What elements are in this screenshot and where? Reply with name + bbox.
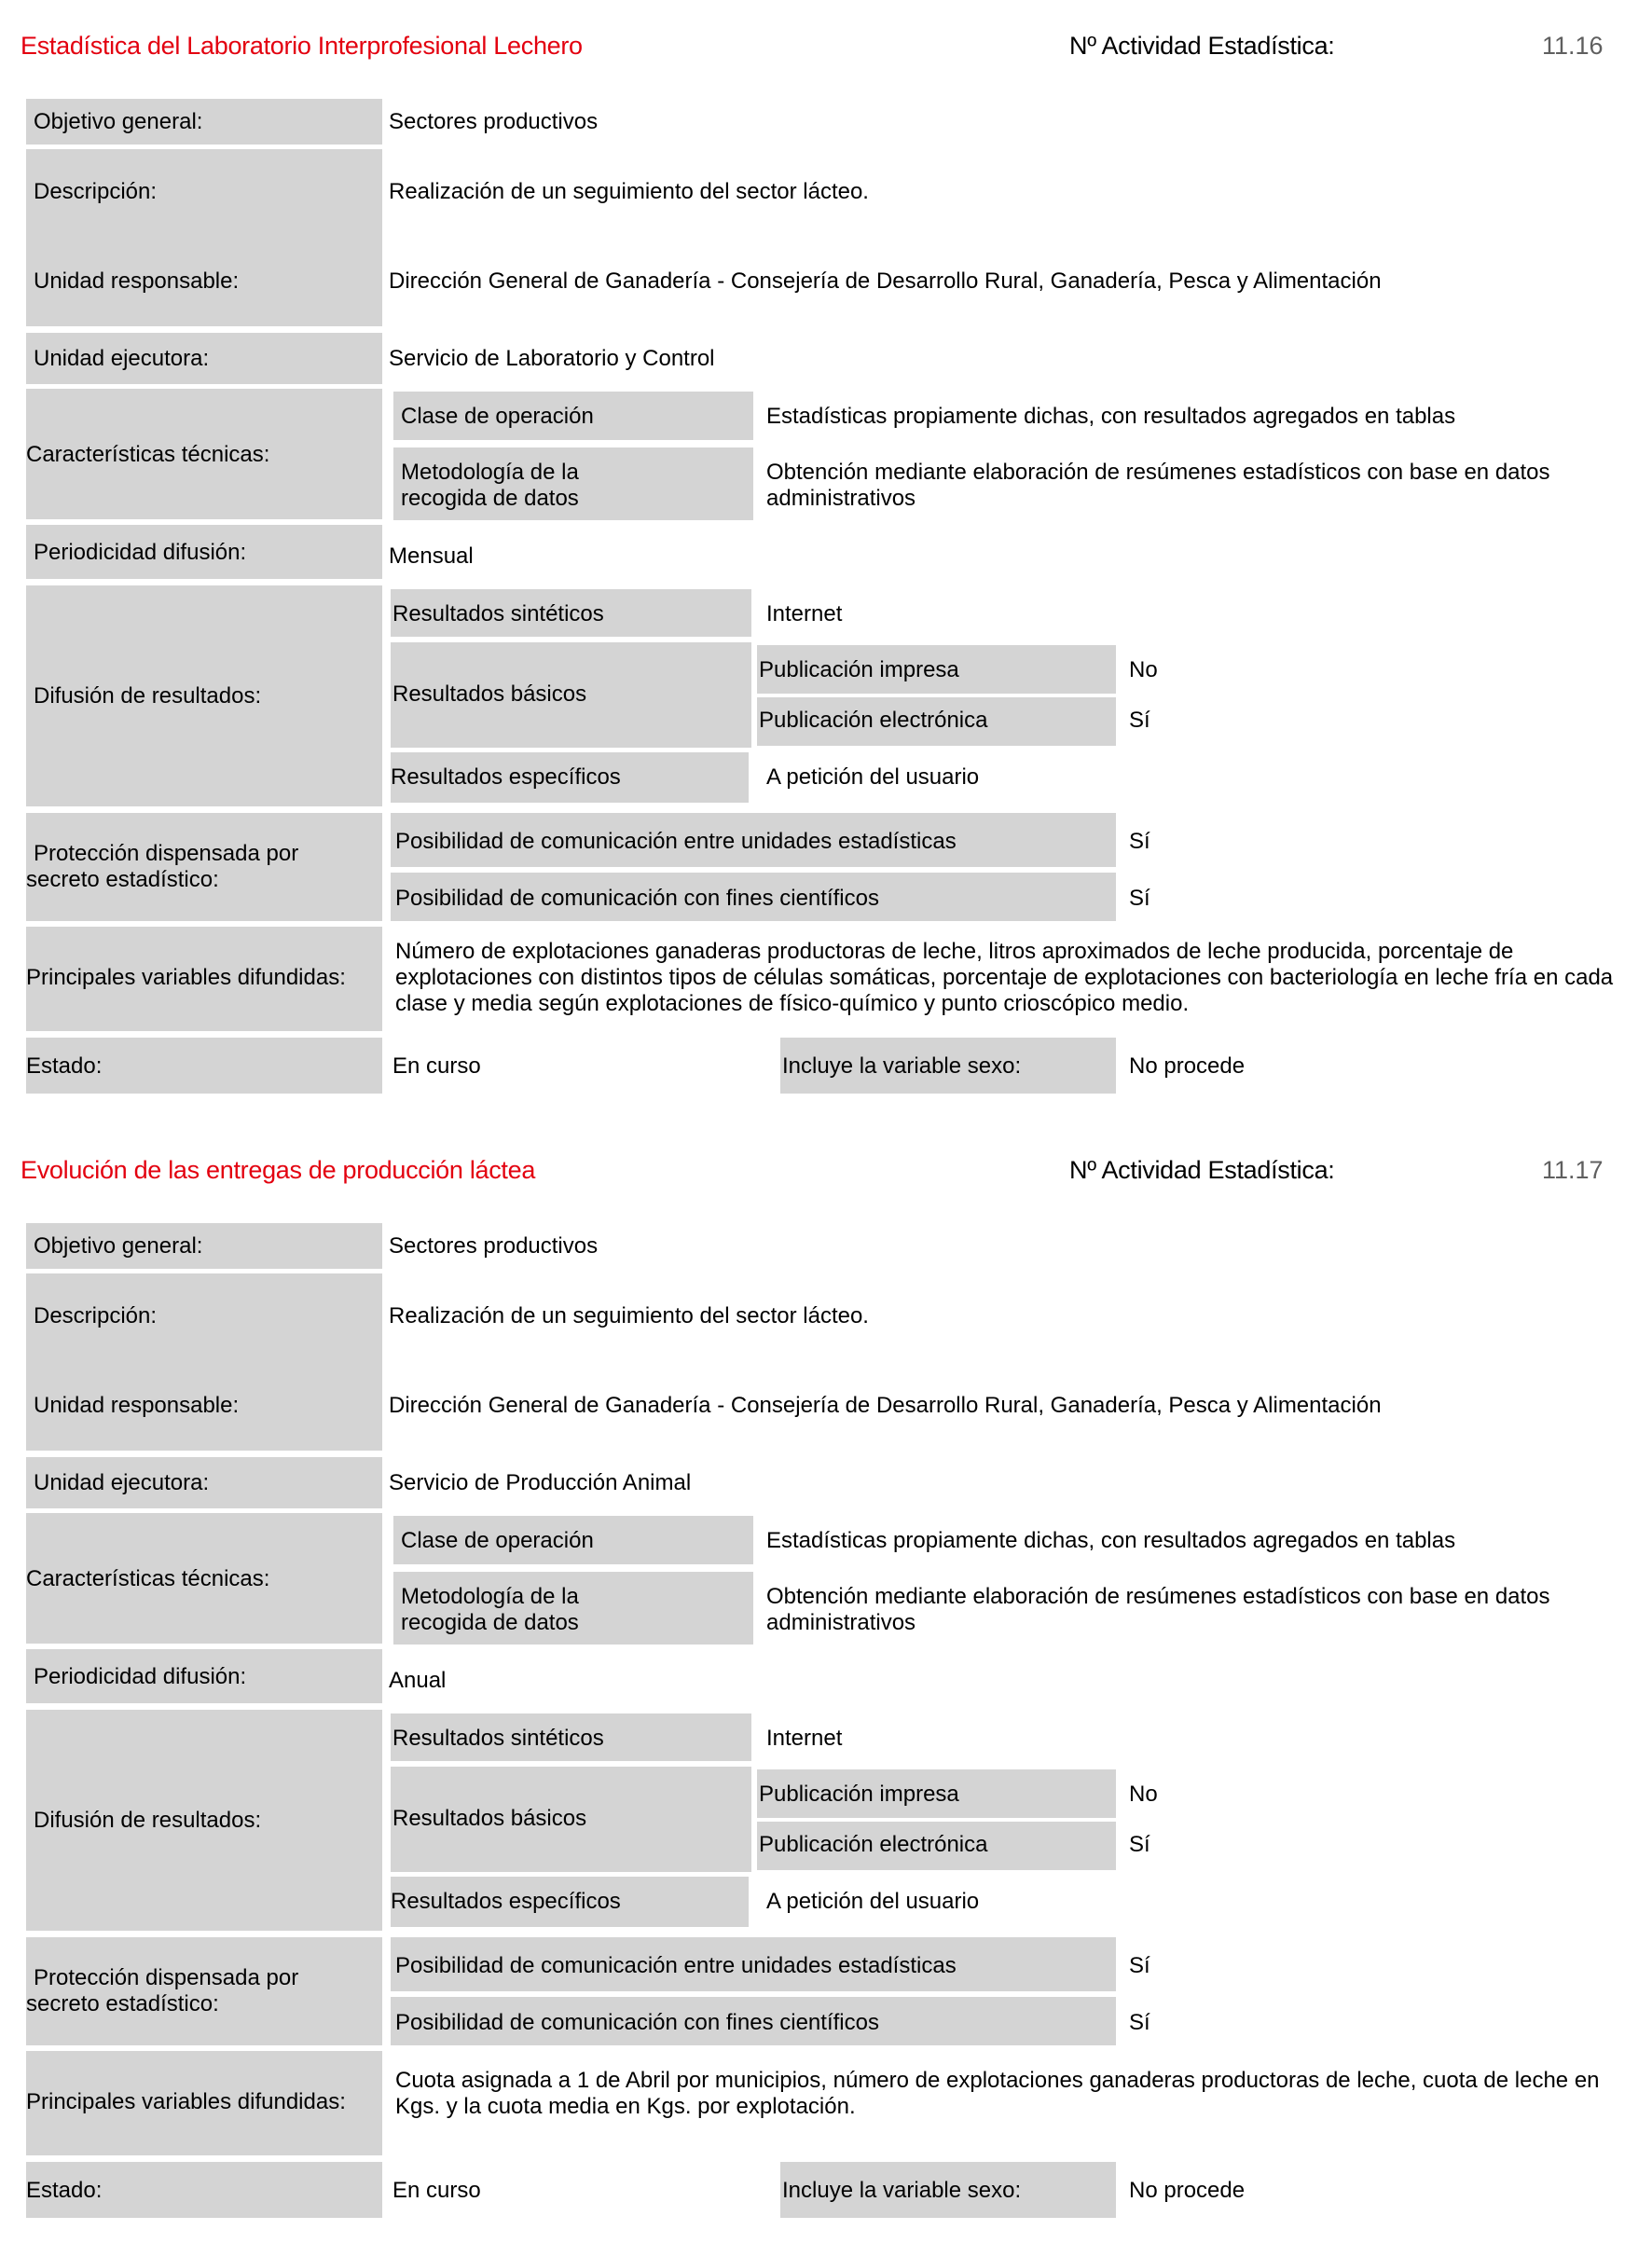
variable-sexo-label: Incluye la variable sexo: [782, 1053, 1022, 1079]
descripcion-label-cell [26, 1273, 382, 1451]
resultados-especificos-label: Resultados específicos [391, 1889, 621, 1914]
descripcion-value: Realización de un seguimiento del sector lácteo. [389, 179, 869, 204]
unidad-responsable-value: Dirección General de Ganadería - Consejería de Desarrollo Rural, Ganadería, Pesca y Alimentación [389, 268, 1382, 294]
estado-value: En curso [392, 1053, 481, 1079]
unidad-responsable-label: Unidad responsable: [34, 268, 240, 294]
periodicidad-label: Periodicidad difusión: [34, 1664, 247, 1689]
activity-label: Nº Actividad Estadística: [1069, 1156, 1335, 1184]
objetivo-value: Sectores productivos [389, 1233, 599, 1259]
comunicacion-unidades-label: Posibilidad de comunicación entre unidades estadísticas [395, 1953, 957, 1978]
resultados-basicos-label: Resultados básicos [392, 681, 587, 707]
objetivo-value: Sectores productivos [389, 109, 599, 134]
unidad-ejecutora-label: Unidad ejecutora: [34, 1470, 210, 1495]
estado-value: En curso [392, 2178, 481, 2203]
metodologia-value: Obtención mediante elaboración de resúmenes estadísticos con base en datos administrativos [766, 1584, 1550, 1635]
proteccion-label-1: Protección dispensada por [34, 841, 299, 866]
estado-label: Estado: [26, 2178, 103, 2203]
variables-label: Principales variables difundidas: [26, 965, 346, 990]
publicacion-impresa-label: Publicación impresa [759, 657, 959, 682]
estado-label: Estado: [26, 1053, 103, 1079]
periodicidad-value: Mensual [389, 544, 474, 569]
variables-value: Número de explotaciones ganaderas productoras de leche, litros aproximados de leche producida, porcentaje de explotaciones con distintos tipos de células somáticas, porcentaje de explotaciones con bacteriología en leche fría en cada clase y media según explotaciones de físico-químico y punto crioscópico medio. [395, 939, 1614, 1016]
metodologia-label-1: Metodología de la [401, 460, 579, 485]
comunicacion-cientificos-label: Posibilidad de comunicación con fines científicos [395, 2010, 879, 2035]
comunicacion-cientificos-label: Posibilidad de comunicación con fines científicos [395, 886, 879, 911]
descripcion-label-cell [26, 149, 382, 326]
variable-sexo-value: No procede [1129, 1053, 1246, 1079]
comunicacion-cientificos-value: Sí [1129, 886, 1150, 911]
comunicacion-unidades-label: Posibilidad de comunicación entre unidades estadísticas [395, 829, 957, 854]
publicacion-impresa-value: No [1129, 657, 1158, 682]
resultados-sinteticos-value: Internet [766, 1726, 843, 1751]
resultados-especificos-value: A petición del usuario [766, 764, 980, 790]
statistic-section-2 [0, 1124, 1652, 2234]
clase-operacion-label: Clase de operación [401, 404, 594, 429]
section-title: Estadística del Laboratorio Interprofesional Lechero [21, 32, 583, 60]
proteccion-label-2: secreto estadístico: [26, 867, 219, 892]
metodologia-label-1: Metodología de la [401, 1584, 579, 1609]
caracteristicas-label: Características técnicas: [26, 442, 270, 467]
proteccion-label-2: secreto estadístico: [26, 1991, 219, 2016]
statistic-section-1 [0, 0, 1652, 1109]
variable-sexo-label: Incluye la variable sexo: [782, 2178, 1022, 2203]
resultados-sinteticos-value: Internet [766, 601, 843, 626]
publicacion-electronica-value: Sí [1129, 708, 1150, 733]
variables-label: Principales variables difundidas: [26, 2089, 346, 2114]
resultados-basicos-label: Resultados básicos [392, 1806, 587, 1831]
unidad-ejecutora-label: Unidad ejecutora: [34, 346, 210, 371]
difusion-label: Difusión de resultados: [34, 1808, 262, 1833]
metodologia-label-2: recogida de datos [401, 486, 579, 511]
clase-operacion-value: Estadísticas propiamente dichas, con resultados agregados en tablas [766, 404, 1456, 429]
publicacion-electronica-label: Publicación electrónica [759, 708, 988, 733]
unidad-responsable-label: Unidad responsable: [34, 1393, 240, 1418]
caracteristicas-label: Características técnicas: [26, 1566, 270, 1591]
resultados-especificos-label: Resultados específicos [391, 764, 621, 790]
resultados-especificos-value: A petición del usuario [766, 1889, 980, 1914]
comunicacion-unidades-value: Sí [1129, 1953, 1150, 1978]
comunicacion-unidades-value: Sí [1129, 829, 1150, 854]
section-title: Evolución de las entregas de producción láctea [21, 1156, 536, 1184]
clase-operacion-label: Clase de operación [401, 1528, 594, 1553]
periodicidad-value: Anual [389, 1668, 447, 1693]
descripcion-value: Realización de un seguimiento del sector lácteo. [389, 1303, 869, 1328]
resultados-sinteticos-label: Resultados sintéticos [392, 1726, 604, 1751]
publicacion-electronica-label: Publicación electrónica [759, 1832, 988, 1857]
unidad-ejecutora-value: Servicio de Laboratorio y Control [389, 346, 715, 371]
activity-number: 11.16 [1542, 32, 1604, 60]
metodologia-value: Obtención mediante elaboración de resúmenes estadísticos con base en datos administrativos [766, 460, 1550, 511]
comunicacion-cientificos-value: Sí [1129, 2010, 1150, 2035]
proteccion-label-1: Protección dispensada por [34, 1965, 299, 1990]
clase-operacion-value: Estadísticas propiamente dichas, con resultados agregados en tablas [766, 1528, 1456, 1553]
activity-label: Nº Actividad Estadística: [1069, 32, 1335, 60]
unidad-ejecutora-value: Servicio de Producción Animal [389, 1470, 692, 1495]
difusion-label: Difusión de resultados: [34, 683, 262, 709]
objetivo-label: Objetivo general: [34, 1233, 203, 1259]
publicacion-impresa-label: Publicación impresa [759, 1782, 959, 1807]
unidad-responsable-value: Dirección General de Ganadería - Consejería de Desarrollo Rural, Ganadería, Pesca y Alimentación [389, 1393, 1382, 1418]
descripcion-label: Descripción: [34, 179, 158, 204]
metodologia-label-2: recogida de datos [401, 1610, 579, 1635]
descripcion-label: Descripción: [34, 1303, 158, 1328]
periodicidad-label: Periodicidad difusión: [34, 540, 247, 565]
publicacion-electronica-value: Sí [1129, 1832, 1150, 1857]
variable-sexo-value: No procede [1129, 2178, 1246, 2203]
activity-number: 11.17 [1542, 1156, 1604, 1184]
objetivo-label: Objetivo general: [34, 109, 203, 134]
publicacion-impresa-value: No [1129, 1782, 1158, 1807]
resultados-sinteticos-label: Resultados sintéticos [392, 601, 604, 626]
variables-value: Cuota asignada a 1 de Abril por municipios, número de explotaciones ganaderas productoras de leche, cuota de leche en Kgs. y la cuota media en Kgs. por explotación. [395, 2068, 1600, 2119]
